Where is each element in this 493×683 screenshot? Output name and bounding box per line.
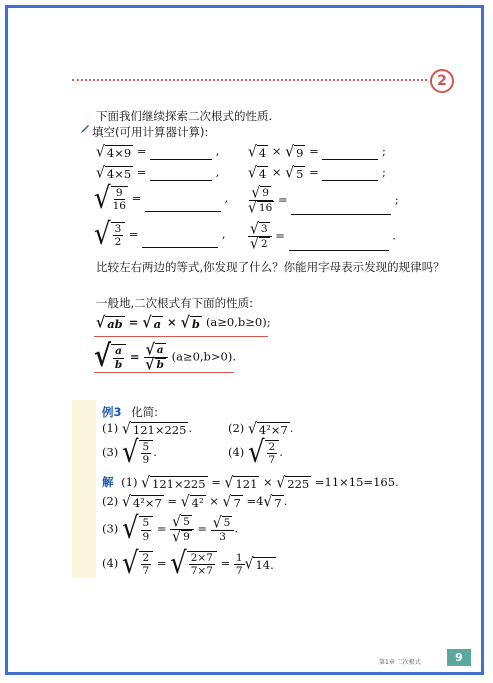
example-item-1: (1) √ 121×225 . bbox=[102, 419, 193, 438]
solution-line-4: (4) √ $\frac{2}{7}$ = √ $\frac{2\times 7}{7\times 7}$ = $\frac{1}{7}$ √ 14. bbox=[102, 546, 274, 582]
fill-row-3-left: √ $\frac{9}{16}$ = , bbox=[94, 181, 229, 217]
answer-blank[interactable] bbox=[150, 158, 212, 160]
footer-chapter: 第1章 二次根式 bbox=[379, 659, 421, 666]
pencil-icon bbox=[80, 124, 90, 134]
fill-row-2-left: √ 4×5 = , bbox=[96, 163, 220, 182]
example-item-4: (4) √ $\frac{2}{7}$ . bbox=[228, 435, 283, 471]
answer-blank[interactable] bbox=[150, 179, 212, 181]
section-number-badge: 2 bbox=[430, 69, 454, 93]
intro-text: 下面我们继续探索二次根式的性质. bbox=[96, 109, 273, 123]
solution-line-1: 解 (1) √ 121×225 = √ 121 × √ 225 =11×15=165. bbox=[102, 473, 399, 492]
general-text: 一般地,二次根式有下面的性质: bbox=[96, 296, 254, 310]
question-text: 比较左右两边的等式,你发现了什么？你能用字母表示发现的规律吗？ bbox=[96, 260, 445, 274]
fill-prompt: 填空(可用计算器计算): bbox=[92, 125, 209, 139]
fill-row-4-left: √ $\frac{3}{2}$ = , bbox=[94, 217, 226, 253]
example-sidebar bbox=[72, 400, 96, 578]
fill-row-3-right: √ 9 √ 16 = ; bbox=[248, 184, 399, 217]
answer-blank[interactable] bbox=[145, 210, 221, 212]
fill-row-2-right: √ 4 × √ 5 = ; bbox=[248, 163, 386, 182]
solution-line-3: (3) √ $\frac{5}{9}$ = √ 5 √ 9 = √ 5 3 . bbox=[102, 512, 238, 547]
property-2-underline bbox=[94, 372, 234, 373]
answer-blank[interactable] bbox=[322, 158, 378, 160]
property-1-underline bbox=[94, 336, 268, 337]
example-heading: 例3 化简: bbox=[102, 405, 159, 419]
example-item-2: (2) √ 4²×7 . bbox=[228, 419, 294, 438]
answer-blank[interactable] bbox=[291, 213, 391, 215]
example-item-3: (3) √ $\frac{5}{9}$ . bbox=[102, 435, 157, 471]
property-1: √ ab = √ a × √ b (a≥0,b≥0); bbox=[96, 313, 271, 332]
section-divider bbox=[72, 79, 427, 81]
fill-row-1-right: √ 4 × √ 9 = ; bbox=[248, 142, 386, 161]
answer-blank[interactable] bbox=[142, 246, 218, 248]
answer-blank[interactable] bbox=[322, 179, 378, 181]
property-2: √ $\frac{a}{b}$ = √ a √ b (a≥0,b>0). bbox=[94, 340, 237, 375]
page-number: 9 bbox=[447, 649, 471, 666]
fill-row-1-left: √ 4×9 = , bbox=[96, 142, 220, 161]
solution-line-2: (2) √ 4²×7 = √ 4² × √ 7 =4 √ 7 . bbox=[102, 492, 288, 511]
fill-row-4-right: √ 3 √ 2 = . bbox=[250, 220, 396, 253]
answer-blank[interactable] bbox=[289, 249, 389, 251]
